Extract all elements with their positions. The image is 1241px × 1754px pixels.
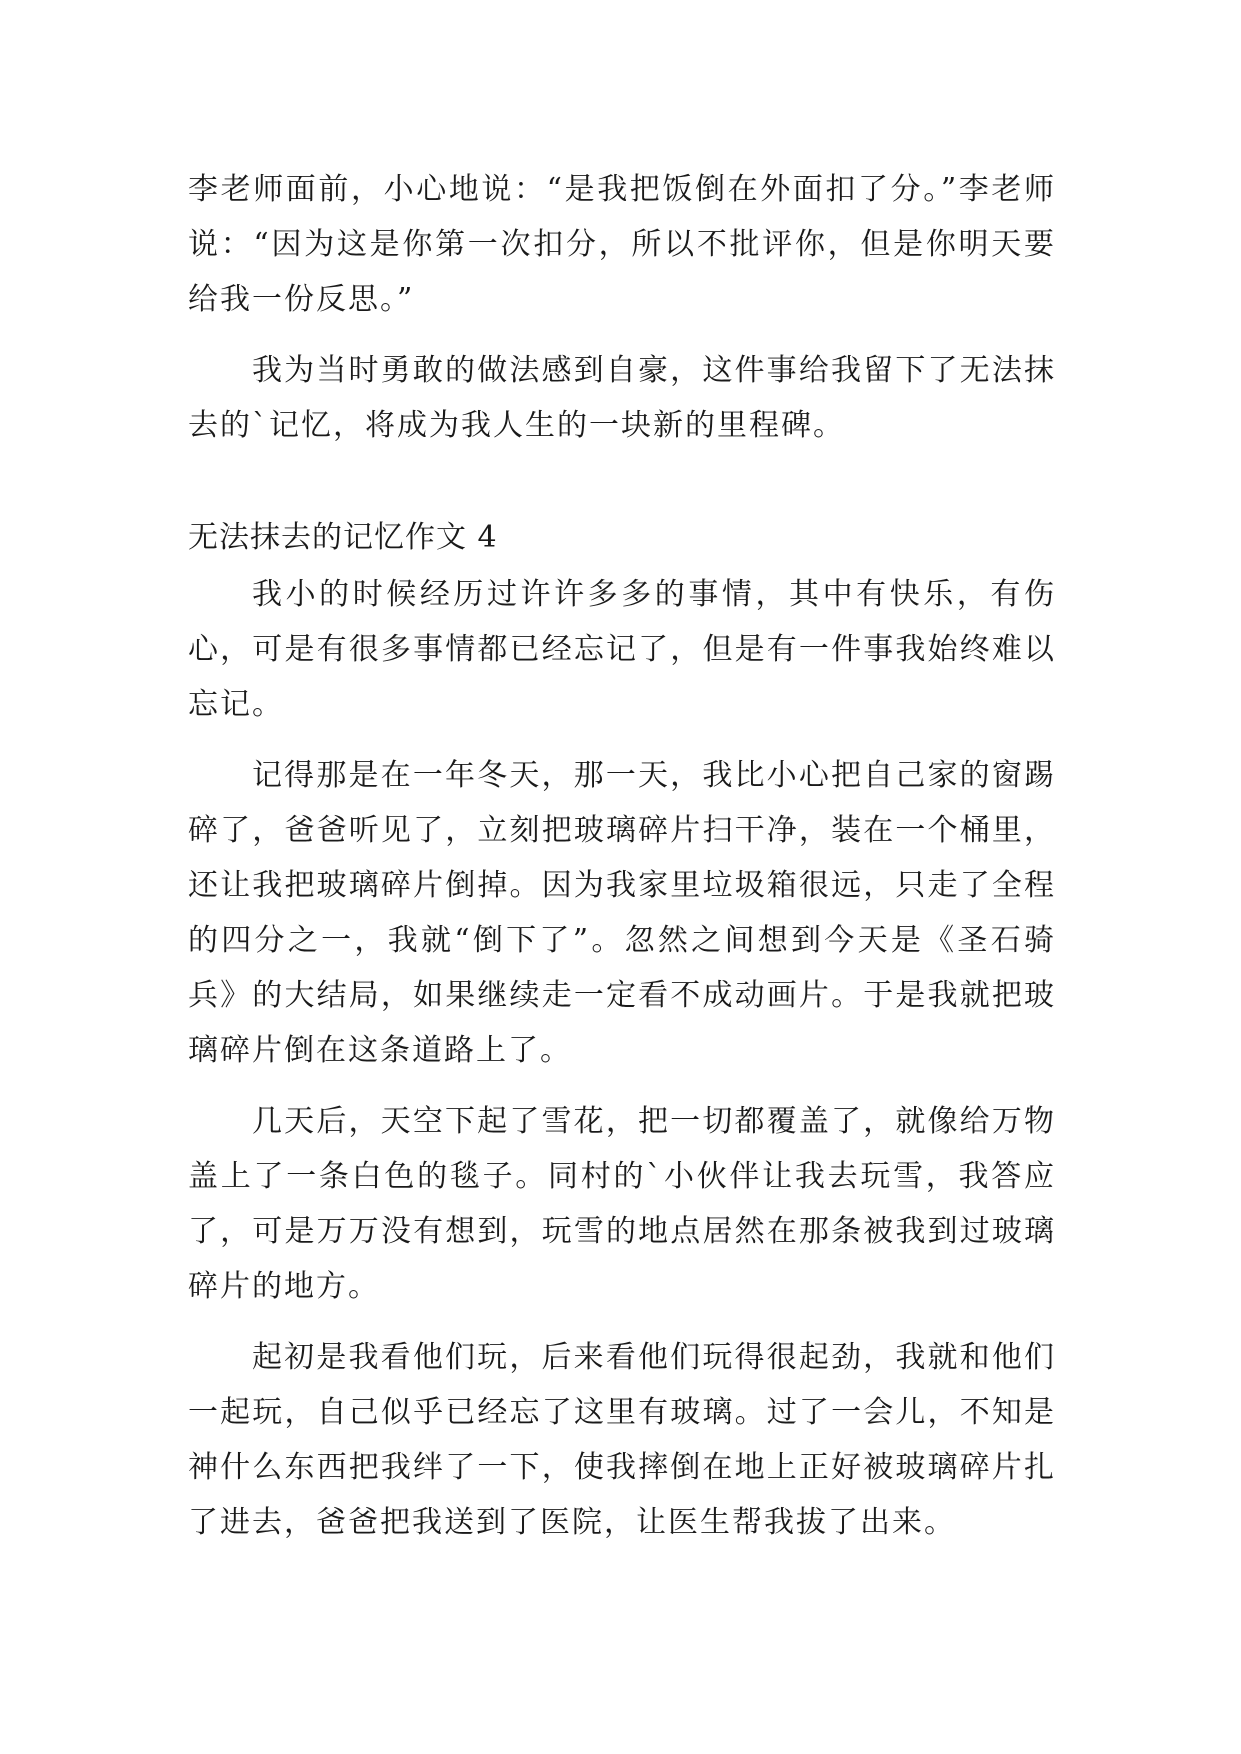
paragraph-window: 记得那是在一年冬天，那一天，我比小心把自己家的窗踢碎了，爸爸听见了，立刻把玻璃碎片扫干净，装在一个桶里，还让我把玻璃碎片倒掉。因为我家里垃圾箱很远，只走了全程的四分之一，我就“倒下了”。忽然之间想到今天是《圣石骑兵》的大结局，如果继续走一定看不成动画片。于是我就把玻璃碎片倒在这条道路上了。 [188, 758, 1056, 1068]
paragraph-conclusion: 我为当时勇敢的做法感到自豪，这件事给我留下了无法抹去的`记忆，将成为我人生的一块新的里程碑。 [188, 353, 1056, 443]
paragraph-intro: 我小的时候经历过许许多多的事情，其中有快乐，有伤心，可是有很多事情都已经忘记了，但是有一件事我始终难以忘记。 [188, 577, 1056, 722]
paragraph-injury: 起初是我看他们玩，后来看他们玩得很起劲，我就和他们一起玩，自己似乎已经忘了这里有玻璃。过了一会儿，不知是神什么东西把我绊了一下，使我摔倒在地上正好被玻璃碎片扎了进去，爸爸把我送到了医院，让医生帮我拔了出来。 [188, 1340, 1056, 1540]
paragraph-snow: 几天后，天空下起了雪花，把一切都覆盖了，就像给万物盖上了一条白色的毯子。同村的`小伙伴让我去玩雪，我答应了，可是万万没有想到，玩雪的地点居然在那条被我到过玻璃碎片的地方。 [188, 1104, 1056, 1304]
section-title: 无法抹去的记忆作文 4 [188, 520, 498, 555]
document-body [188, 162, 1056, 1566]
paragraph-continued: 李老师面前，小心地说：“是我把饭倒在外面扣了分。”李老师说：“因为这是你第一次扣分，所以不批评你，但是你明天要给我一份反思。” [188, 172, 1056, 317]
